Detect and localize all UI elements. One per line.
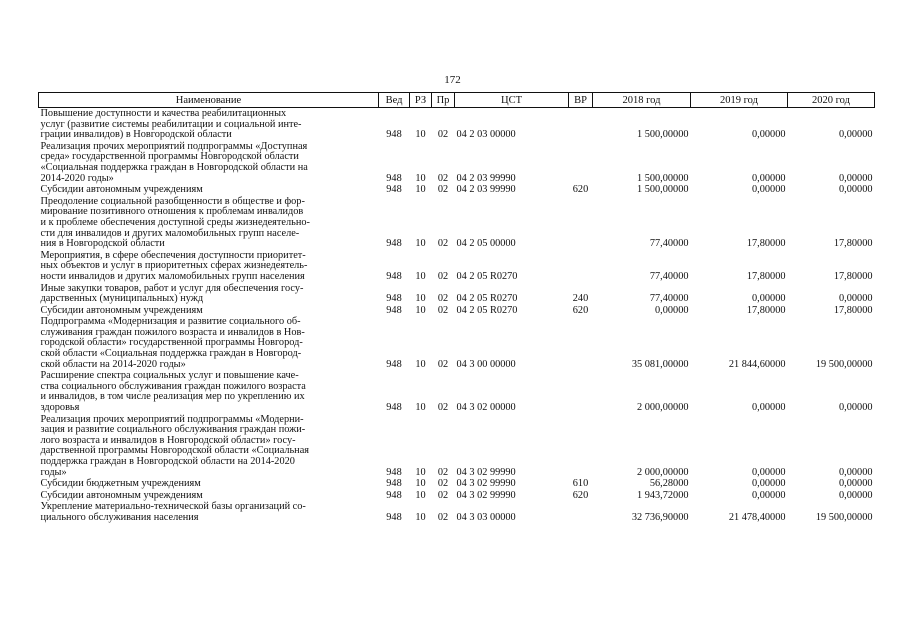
budget-table bbox=[38, 92, 875, 524]
header-2019: 2019 год bbox=[691, 93, 788, 108]
cell-vr bbox=[569, 250, 593, 283]
cell-2019: 0,00000 bbox=[752, 172, 786, 184]
cell-pr: 02 bbox=[437, 304, 449, 316]
cell-vr bbox=[569, 196, 593, 250]
cell-ved: 948 bbox=[386, 358, 402, 370]
cell-2020: 0,00000 bbox=[839, 184, 873, 196]
cell-ved: 948 bbox=[386, 293, 402, 305]
cell-ved: 948 bbox=[386, 489, 402, 501]
cell-2020: 0,00000 bbox=[839, 129, 873, 141]
cell-vr: 610 bbox=[572, 478, 589, 490]
cell-vr: 620 bbox=[572, 489, 589, 501]
cell-2020: 0,00000 bbox=[839, 489, 873, 501]
cell-2020: 17,80000 bbox=[833, 304, 873, 316]
cell-2019: 21 478,40000 bbox=[728, 511, 786, 523]
table-row bbox=[39, 196, 875, 250]
cell-vr bbox=[569, 414, 593, 479]
cell-vr bbox=[569, 370, 593, 413]
cell-rz: 10 bbox=[415, 172, 426, 184]
cell-2018: 2 000,00000 bbox=[637, 402, 689, 414]
cell-2018: 1 943,72000 bbox=[637, 489, 689, 501]
header-pr: Пр bbox=[432, 93, 455, 108]
cell-name: Субсидии автономным учреждениям bbox=[40, 489, 203, 501]
cell-rz: 10 bbox=[415, 304, 426, 316]
table-row bbox=[39, 316, 875, 370]
cell-ved: 948 bbox=[386, 402, 402, 414]
cell-pr: 02 bbox=[437, 270, 449, 282]
table-row bbox=[39, 370, 875, 413]
cell-cst: 04 2 05 R0270 bbox=[456, 270, 518, 282]
cell-name: Преодоление социальной разобщенности в обществе и фор- мирование позитивного отношения к проблемам инвалидов и к проблеме обеспечения доступной среды жизнедеятельно- сти для инвалидов и других маломобильных групп населе- ния в Новгородской области bbox=[40, 195, 310, 250]
table-row bbox=[39, 490, 875, 502]
cell-rz: 10 bbox=[415, 489, 426, 501]
cell-cst: 04 3 03 00000 bbox=[456, 511, 516, 523]
cell-vr: 620 bbox=[572, 304, 589, 316]
table-header-row bbox=[39, 93, 875, 108]
cell-2019: 0,00000 bbox=[752, 184, 786, 196]
cell-ved: 948 bbox=[386, 129, 402, 141]
cell-ved: 948 bbox=[386, 304, 402, 316]
cell-2019: 0,00000 bbox=[752, 478, 786, 490]
cell-ved: 948 bbox=[386, 238, 402, 250]
cell-name: Реализация прочих мероприятий подпрограммы «Доступная среда» государственной программы Новгородской области «Социальная поддержка граждан в Новгородской области на 2014-2020 годы» bbox=[40, 140, 308, 184]
cell-2020: 19 500,00000 bbox=[815, 511, 873, 523]
header-cst: ЦСТ bbox=[455, 93, 569, 108]
cell-vr bbox=[569, 108, 593, 141]
cell-2019: 17,80000 bbox=[746, 304, 786, 316]
cell-cst: 04 3 00 00000 bbox=[456, 358, 516, 370]
cell-2019: 17,80000 bbox=[746, 270, 786, 282]
cell-rz: 10 bbox=[415, 129, 426, 141]
cell-2020: 17,80000 bbox=[833, 238, 873, 250]
cell-cst: 04 2 03 99990 bbox=[456, 172, 516, 184]
cell-ved: 948 bbox=[386, 511, 402, 523]
cell-2019: 17,80000 bbox=[746, 238, 786, 250]
cell-rz: 10 bbox=[415, 358, 426, 370]
cell-pr: 02 bbox=[437, 238, 449, 250]
table-row bbox=[39, 478, 875, 490]
table-row bbox=[39, 501, 875, 523]
cell-cst: 04 3 02 99990 bbox=[456, 489, 516, 501]
cell-name: Субсидии бюджетным учреждениям bbox=[40, 478, 201, 490]
cell-vr: 240 bbox=[572, 293, 589, 305]
cell-cst: 04 3 02 00000 bbox=[456, 402, 516, 414]
cell-2018: 77,40000 bbox=[649, 270, 689, 282]
cell-ved: 948 bbox=[386, 172, 402, 184]
cell-vr bbox=[569, 501, 593, 523]
cell-2019: 0,00000 bbox=[752, 489, 786, 501]
cell-name: Иные закупки товаров, работ и услуг для обеспечения госу- дарственных (муниципальных) нужд bbox=[40, 282, 304, 305]
cell-rz: 10 bbox=[415, 270, 426, 282]
table-row bbox=[39, 305, 875, 317]
cell-pr: 02 bbox=[437, 466, 449, 478]
header-2020: 2020 год bbox=[788, 93, 875, 108]
cell-2020: 0,00000 bbox=[839, 466, 873, 478]
cell-cst: 04 3 02 99990 bbox=[456, 466, 516, 478]
header-2018: 2018 год bbox=[593, 93, 691, 108]
table-row bbox=[39, 414, 875, 479]
cell-pr: 02 bbox=[437, 478, 449, 490]
cell-rz: 10 bbox=[415, 238, 426, 250]
cell-rz: 10 bbox=[415, 184, 426, 196]
table-row bbox=[39, 108, 875, 141]
cell-pr: 02 bbox=[437, 511, 449, 523]
page-number: 172 bbox=[444, 74, 461, 86]
table-row bbox=[39, 250, 875, 283]
cell-cst: 04 2 05 00000 bbox=[456, 238, 516, 250]
cell-rz: 10 bbox=[415, 402, 426, 414]
cell-cst: 04 2 03 00000 bbox=[456, 129, 516, 141]
cell-2018: 32 736,90000 bbox=[631, 511, 689, 523]
cell-pr: 02 bbox=[437, 402, 449, 414]
cell-pr: 02 bbox=[437, 293, 449, 305]
cell-2018: 0,00000 bbox=[655, 304, 689, 316]
cell-2019: 0,00000 bbox=[752, 466, 786, 478]
cell-cst: 04 2 05 R0270 bbox=[456, 304, 518, 316]
cell-2018: 1 500,00000 bbox=[637, 184, 689, 196]
cell-ved: 948 bbox=[386, 478, 402, 490]
table-row bbox=[39, 283, 875, 305]
cell-2018: 77,40000 bbox=[649, 238, 689, 250]
cell-name: Реализация прочих мероприятий подпрограммы «Модерни- зация и развитие социального обслуживания граждан пожи- лого возраста и инвалидов в Новгородской области» госу- дарственной программы Новгородской области «Социальная поддержка граждан в Новгородской области на 2014-2020 годы» bbox=[40, 413, 310, 478]
cell-rz: 10 bbox=[415, 466, 426, 478]
cell-name: Мероприятия, в сфере обеспечения доступности приоритет- ных объектов и услуг в приоритетных сферах жизнедеятель- ности инвалидов и других маломобильных групп населения bbox=[40, 249, 308, 282]
cell-cst: 04 2 03 99990 bbox=[456, 184, 516, 196]
table-row bbox=[39, 141, 875, 184]
cell-2019: 0,00000 bbox=[752, 402, 786, 414]
header-vr: ВР bbox=[569, 93, 593, 108]
cell-2018: 77,40000 bbox=[649, 293, 689, 305]
header-ved: Вед bbox=[379, 93, 410, 108]
header-rz: РЗ bbox=[410, 93, 432, 108]
cell-2020: 0,00000 bbox=[839, 402, 873, 414]
cell-2018: 1 500,00000 bbox=[637, 129, 689, 141]
cell-vr: 620 bbox=[572, 184, 589, 196]
cell-pr: 02 bbox=[437, 489, 449, 501]
cell-2019: 0,00000 bbox=[752, 129, 786, 141]
cell-2019: 0,00000 bbox=[752, 293, 786, 305]
cell-rz: 10 bbox=[415, 478, 426, 490]
cell-2018: 2 000,00000 bbox=[637, 466, 689, 478]
cell-2020: 17,80000 bbox=[833, 270, 873, 282]
cell-name: Расширение спектра социальных услуг и повышение каче- ства социального обслуживания граждан пожилого возраста и инвалидов, в том числе реализация мер по укреплению их здоровья bbox=[40, 370, 306, 414]
cell-name: Укрепление материально-технической базы организаций со- циального обслуживания населения bbox=[40, 501, 306, 523]
cell-2020: 0,00000 bbox=[839, 172, 873, 184]
cell-2020: 19 500,00000 bbox=[815, 358, 873, 370]
cell-2019: 21 844,60000 bbox=[728, 358, 786, 370]
cell-ved: 948 bbox=[386, 466, 402, 478]
cell-cst: 04 3 02 99990 bbox=[456, 478, 516, 490]
table-row bbox=[39, 184, 875, 196]
cell-pr: 02 bbox=[437, 129, 449, 141]
cell-name: Субсидии автономным учреждениям bbox=[40, 184, 203, 196]
cell-pr: 02 bbox=[437, 172, 449, 184]
cell-name: Повышение доступности и качества реабилитационных услуг (развитие системы реабилитации и социальной инте- грации инвалидов) в Новгородской области bbox=[40, 108, 302, 141]
cell-pr: 02 bbox=[437, 184, 449, 196]
cell-cst: 04 2 05 R0270 bbox=[456, 293, 518, 305]
cell-vr bbox=[569, 141, 593, 184]
cell-2020: 0,00000 bbox=[839, 293, 873, 305]
cell-ved: 948 bbox=[386, 184, 402, 196]
cell-2018: 1 500,00000 bbox=[637, 172, 689, 184]
header-name: Наименование bbox=[39, 93, 379, 108]
cell-ved: 948 bbox=[386, 270, 402, 282]
cell-vr bbox=[569, 316, 593, 370]
cell-pr: 02 bbox=[437, 358, 449, 370]
cell-2020: 0,00000 bbox=[839, 478, 873, 490]
cell-name: Подпрограмма «Модернизация и развитие социального об- служивания граждан пожилого возраста и инвалидов в Нов- городской области» государственной программы Новгород- ской области «Социальная поддержка граждан в Новгород- ской области на 2014-2020 годы» bbox=[40, 316, 305, 370]
cell-rz: 10 bbox=[415, 293, 426, 305]
table-body bbox=[39, 108, 875, 524]
cell-2018: 56,28000 bbox=[649, 478, 689, 490]
cell-2018: 35 081,00000 bbox=[631, 358, 689, 370]
cell-name: Субсидии автономным учреждениям bbox=[40, 304, 203, 316]
cell-rz: 10 bbox=[415, 511, 426, 523]
